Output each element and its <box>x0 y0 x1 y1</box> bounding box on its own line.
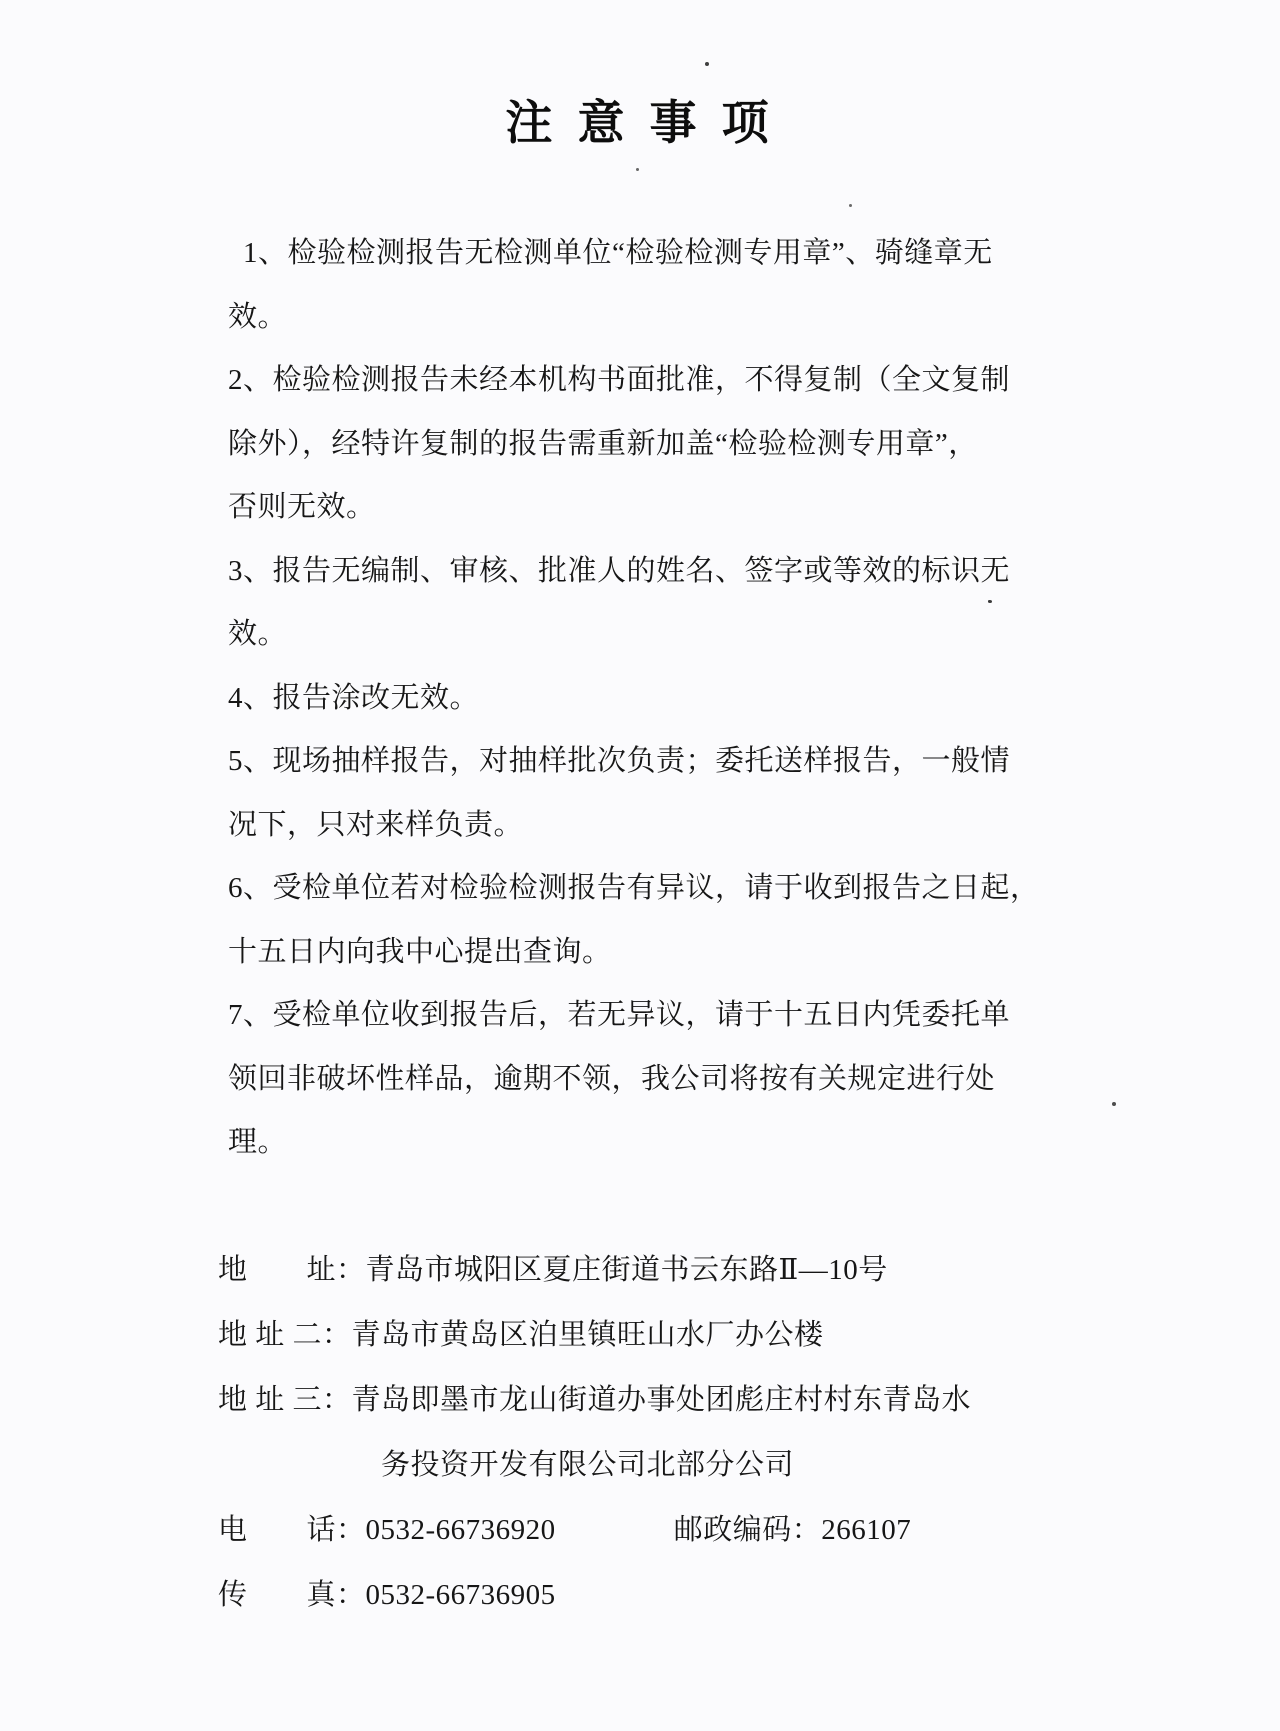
note-5-line-2: 况下，只对来样负责。 <box>228 808 524 841</box>
scan-speck <box>849 204 852 207</box>
scan-speck <box>636 168 639 171</box>
note-6-line-1: 6、受检单位若对检验检测报告有异议，请于收到报告之日起， <box>228 872 1040 904</box>
note-6-line-2: 十五日内向我中心提出查询。 <box>228 935 612 968</box>
note-3-line-1: 3、报告无编制、审核、批准人的姓名、签字或等效的标识无 <box>228 554 1011 587</box>
phone-row <box>218 1498 1078 1563</box>
phone-value: 0532-66736920 <box>365 1514 556 1546</box>
note-3-line-2: 效。 <box>228 618 288 650</box>
contact-block <box>218 1238 1078 1628</box>
phone-label: 电 话： <box>218 1514 366 1546</box>
note-4-line-1: 4、报告涂改无效。 <box>228 681 480 714</box>
address-3-label: 地 址 三： <box>218 1384 352 1416</box>
note-7-line-2: 领回非破坏性样品，逾期不领，我公司将按有关规定进行处 <box>228 1062 996 1095</box>
address-1-label: 地 址： <box>218 1254 366 1286</box>
address-3-value: 青岛即墨市龙山街道办事处团彪庄村村东青岛水 <box>351 1384 972 1416</box>
note-2-line-1: 2、检验检测报告未经本机构书面批准，不得复制（全文复制 <box>228 364 1011 396</box>
fax-value: 0532-66736905 <box>365 1579 556 1611</box>
note-7-line-1: 7、受检单位收到报告后，若无异议，请于十五日内凭委托单 <box>228 999 1011 1031</box>
address-2-label: 地 址 二： <box>218 1319 352 1351</box>
fax-row <box>218 1563 1078 1628</box>
address-2-row <box>218 1303 1078 1368</box>
address-1-value: 青岛市城阳区夏庄街道书云东路Ⅱ—10号 <box>365 1254 888 1286</box>
note-5-line-1: 5、现场抽样报告，对抽样批次负责；委托送样报告，一般情 <box>228 745 1011 777</box>
note-2-line-3: 否则无效。 <box>228 491 376 523</box>
scan-speck <box>988 600 992 603</box>
address-3-value-line2: 务投资开发有限公司北部分公司 <box>381 1449 795 1481</box>
postal-code-value: 266107 <box>821 1514 912 1546</box>
notes-list <box>228 222 1038 1175</box>
page-title: 注 意 事 项 <box>505 96 775 149</box>
postal-code-label: 邮政编码： <box>673 1514 822 1546</box>
address-1-row <box>218 1238 1078 1303</box>
address-3-row <box>218 1368 1078 1433</box>
address-3-wrap-row <box>218 1433 1078 1498</box>
note-1-line-2: 效。 <box>228 300 288 333</box>
note-1-line-1: 1、检验检测报告无检测单位“检验检测专用章”、骑缝章无 <box>243 237 993 269</box>
scan-speck <box>1112 1102 1116 1106</box>
address-2-value: 青岛市黄岛区泊里镇旺山水厂办公楼 <box>351 1319 824 1351</box>
note-2-line-2: 除外），经特许复制的报告需重新加盖“检验检测专用章”， <box>228 427 978 460</box>
fax-label: 传 真： <box>218 1579 366 1611</box>
scan-speck <box>705 62 709 66</box>
note-7-line-3: 理。 <box>228 1126 288 1158</box>
